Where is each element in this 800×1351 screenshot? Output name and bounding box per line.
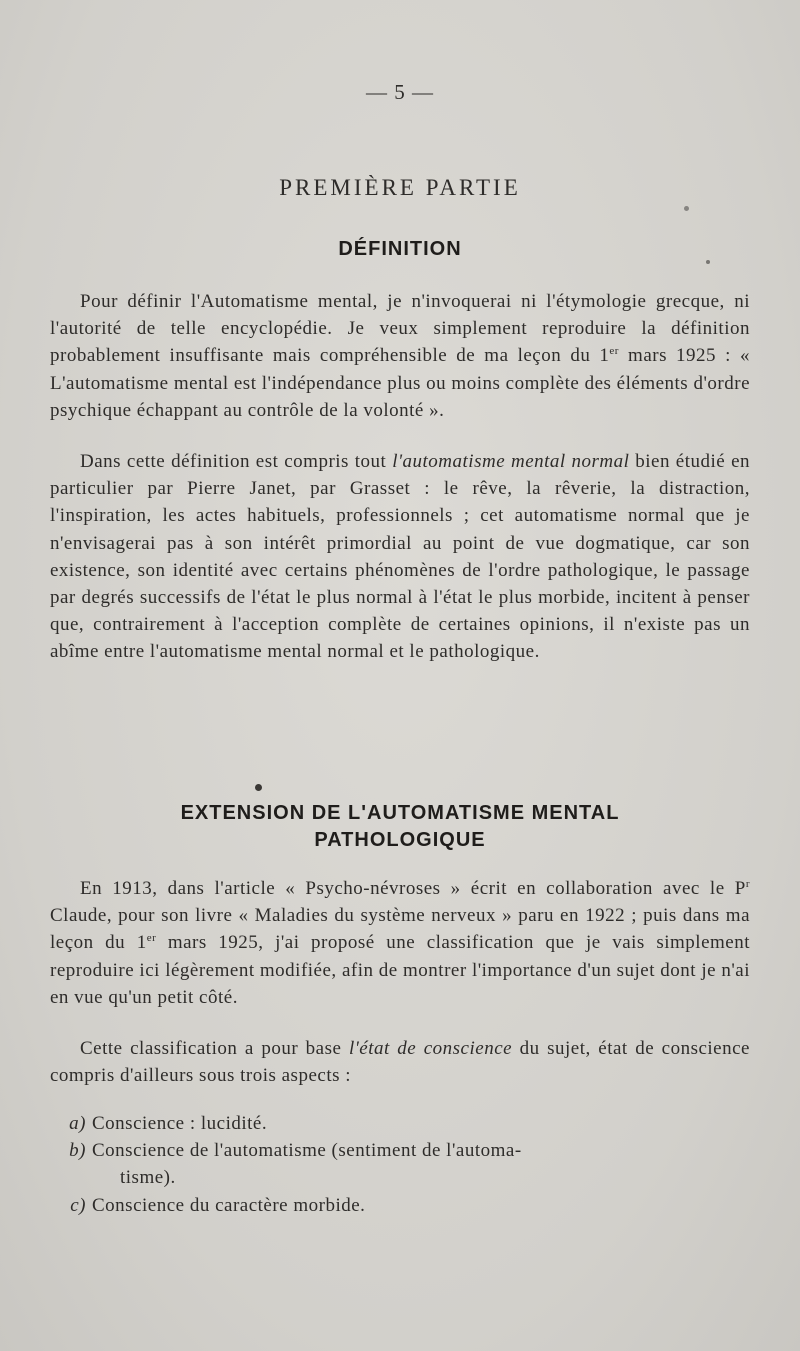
list-marker: c) — [70, 1194, 86, 1216]
list-item — [50, 1192, 750, 1219]
list-item-text: Conscience du caractère morbide. — [92, 1194, 366, 1216]
paragraph-text: Pour définir l'Automatisme mental, je n'invoquerai ni l'étymologie grecque, ni l'autorité de telle encyclopédie. Je veux simplement reproduire la définition probablement insuffisante mais compréhensible de ma leçon du 1 — [50, 291, 750, 367]
ink-spot — [255, 784, 262, 791]
list-item-continuation: tisme). — [120, 1167, 176, 1189]
list-marker: b) — [69, 1140, 86, 1162]
aspect-list — [50, 1110, 750, 1219]
superscript: r — [745, 878, 750, 890]
paragraph-text: mars 1925, j'ai proposé une classification que je vais simplement reproduire ici légèrement modifiée, afin de montrer l'importance d'un sujet dont je n'ai en vue qu'un petit côté. — [50, 932, 750, 1008]
definition-heading: DÉFINITION — [338, 238, 462, 260]
paragraph-text: Claude, pour son livre « Maladies du système nerveux » paru en 1922 ; puis dans ma leçon du 1 — [50, 905, 750, 954]
list-item-text: Conscience : lucidité. — [92, 1113, 268, 1134]
part-title: PREMIÈRE PARTIE — [279, 175, 521, 200]
emphasis-text: l'état de conscience — [348, 1038, 513, 1059]
consciousness-paragraph — [50, 1035, 750, 1089]
superscript: er — [146, 932, 157, 945]
superscript: er — [609, 345, 619, 358]
paragraph-text: du sujet, état de conscience compris d'ailleurs sous trois aspects : — [50, 1038, 750, 1087]
normal-automatism-paragraph — [50, 448, 750, 666]
definition-paragraph — [50, 288, 750, 424]
paragraph-text: Cette classification a pour base — [80, 1038, 349, 1059]
ink-spot — [684, 206, 689, 211]
paragraph-text: mars 1925 : « L'automatisme mental est l'indépendance plus ou moins complète des éléments d'ordre psychique échappant au contrôle de la volonté ». — [50, 345, 750, 421]
list-item-text: Conscience de l'automatisme (sentiment de l'automa- — [92, 1140, 522, 1162]
heading-line: EXTENSION DE L'AUTOMATISME MENTAL — [180, 802, 620, 824]
ink-spot — [706, 260, 710, 264]
paragraph-text: Dans cette définition est compris tout — [80, 451, 393, 472]
heading-line: PATHOLOGIQUE — [314, 829, 486, 851]
classification-paragraph — [50, 875, 750, 1011]
paragraph-text: bien étudié en particulier par Pierre Janet, par Grasset : le rêve, la rêverie, la distraction, l'inspiration, les actes habituels, professionnels ; cet automatisme normal que je n'envisagerai pas à son intérêt primordial au point de vue dogmatique, car son existence, son identité avec certains phénomènes de l'ordre pathologique, le passage par degrés successifs de l'état le plus normal à l'état le plus morbide, incitent à penser que, contrairement à l'acception complète de certaines opinions, il n'existe pas un abîme entre l'automatisme mental normal et le pathologique. — [50, 451, 751, 663]
list-item — [50, 1110, 750, 1137]
page-number: — 5 — — [366, 80, 434, 104]
emphasis-text: l'automatisme mental normal — [392, 451, 630, 472]
extension-heading — [60, 800, 740, 854]
paragraph-text: En 1913, dans l'article « Psycho-névroses » écrit en collaboration avec le P — [80, 878, 746, 899]
list-item — [50, 1137, 750, 1191]
list-marker: a) — [69, 1113, 86, 1134]
